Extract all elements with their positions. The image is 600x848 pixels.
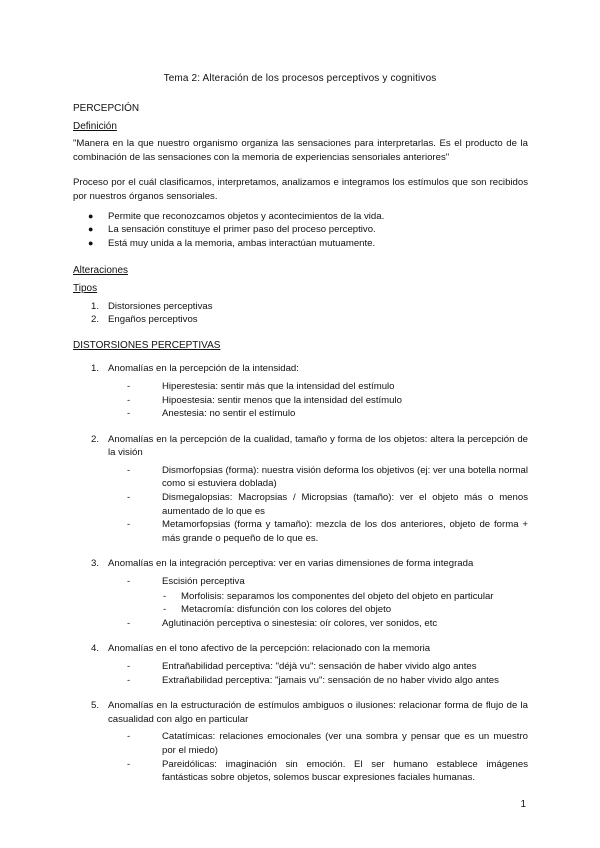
list-number: 2. xyxy=(91,433,100,445)
list-number: 2. xyxy=(91,314,100,326)
nested-dash-list xyxy=(73,590,528,617)
dash-list xyxy=(73,575,528,630)
list-text: Hipoestesia: sentir menos que la intensidad del estímulo xyxy=(162,394,402,406)
bullet-icon: ● xyxy=(88,237,94,248)
dash-icon: - xyxy=(127,661,131,672)
section-heading xyxy=(73,557,528,571)
section-heading xyxy=(73,699,528,726)
dash-icon: - xyxy=(127,731,131,743)
tipos-list xyxy=(73,300,528,327)
list-item xyxy=(73,407,528,421)
document-title: Tema 2: Alteración de los procesos perceptivos y cognitivos xyxy=(163,73,437,84)
list-text: Pareidólicas: imaginación sin emoción. El ser humano establece imágenes fantásticas sobre objetos, solemos buscar expresiones faciales humanas. xyxy=(162,758,528,784)
section-heading xyxy=(73,642,528,656)
list-text: Catatímicas: relaciones emocionales (ver una sombra y pensar que es un muestro por el miedo) xyxy=(162,731,528,756)
list-item xyxy=(73,590,528,604)
list-text: Distorsiones perceptivas xyxy=(108,300,213,312)
section-heading xyxy=(73,362,528,376)
percepcion-heading: PERCEPCIÓN xyxy=(73,103,140,114)
dash-icon: - xyxy=(127,758,131,770)
list-item xyxy=(73,223,528,237)
list-text: Engaños perceptivos xyxy=(108,314,198,326)
dash-icon: - xyxy=(127,576,131,588)
list-item xyxy=(73,394,528,408)
list-number: 4. xyxy=(91,643,100,655)
list-text: Dismorfopsias (forma): nuestra visión deforma los objetivos (ej: ver una botella normal como si estuviera doblada) xyxy=(162,464,528,490)
list-text: Extrañabilidad perceptiva: "jamais vu": sensación de no haber vivido algo antes xyxy=(162,674,499,686)
list-item xyxy=(73,603,528,617)
list-text: Dismegalopsias: Macropsias / Micropsias (tamaño): ver el objeto más o menos aumentado de lo que es xyxy=(162,492,528,517)
proceso-paragraph: Proceso por el cuál clasificamos, interpretamos, analizamos e integramos los estímulos que son recibidos por nuestros órganos sensoriales. xyxy=(73,177,528,202)
section-text: Anomalías en la estructuración de estímulos ambiguos o ilusiones: relacionar forma de flujo de la casualidad con algo en particular xyxy=(108,700,528,725)
dash-list xyxy=(73,464,528,546)
dash-icon: - xyxy=(127,394,131,406)
dash-icon: - xyxy=(127,617,131,629)
dash-icon: - xyxy=(163,604,167,616)
definicion-quote: "Manera en la que nuestro organismo organiza las sensaciones para interpretarlas. Es el producto de la combinación de las sensaciones con la memoria de experiencias sensoriales anteriores" xyxy=(73,138,528,163)
list-item xyxy=(73,313,528,327)
tipos-heading: Tipos xyxy=(73,282,98,294)
list-item xyxy=(73,380,528,394)
dash-icon: - xyxy=(127,674,131,686)
dash-icon: - xyxy=(127,380,131,392)
list-text: Metacromía: disfunción con los colores del objeto xyxy=(181,604,392,616)
bullet-text: La sensación constituye el primer paso del proceso perceptivo. xyxy=(108,224,376,236)
section-4 xyxy=(73,642,528,687)
document-body xyxy=(73,102,528,785)
list-text: Hiperestesia: sentir más que la intensidad del estímulo xyxy=(162,380,395,392)
list-item xyxy=(73,730,528,757)
bullet-text: Permite que reconozcamos objetos y acontecimientos de la vida. xyxy=(108,210,385,222)
list-item xyxy=(73,210,528,224)
alteraciones-heading: Alteraciones xyxy=(73,265,129,277)
section-heading xyxy=(73,433,528,460)
bullet-icon: ● xyxy=(88,224,94,235)
list-item xyxy=(73,300,528,314)
section-1 xyxy=(73,362,528,420)
list-item xyxy=(73,660,528,674)
list-item xyxy=(73,464,528,491)
list-number: 3. xyxy=(91,558,100,570)
percepcion-bullet-list xyxy=(73,210,528,251)
dash-icon: - xyxy=(127,408,131,420)
list-item xyxy=(73,617,528,631)
list-text: Anestesia: no sentir el estímulo xyxy=(162,408,296,420)
dash-list xyxy=(73,660,528,687)
list-text: Entrañabilidad perceptiva: "déjà vu": sensación de haber vivido algo antes xyxy=(162,661,477,672)
definicion-heading: Definición xyxy=(73,120,117,132)
list-text: Escisión perceptiva xyxy=(162,576,245,588)
list-item xyxy=(73,491,528,518)
section-2 xyxy=(73,433,528,546)
list-item xyxy=(73,674,528,688)
list-number: 1. xyxy=(91,363,100,375)
dash-list xyxy=(73,380,528,421)
page-number: 1 xyxy=(520,799,526,810)
section-3 xyxy=(73,557,528,630)
dash-icon: - xyxy=(163,590,167,602)
dash-list xyxy=(73,730,528,784)
list-item xyxy=(73,758,528,785)
list-text: Morfolisis: separamos los componentes del objeto del objeto en particular xyxy=(181,590,494,602)
dash-icon: - xyxy=(127,492,131,504)
section-text: Anomalías en el tono afectivo de la percepción: relacionado con la memoria xyxy=(108,643,431,655)
distorsiones-heading: DISTORSIONES PERCEPTIVAS xyxy=(73,339,221,351)
dash-icon: - xyxy=(127,464,131,476)
section-text: Anomalías en la integración perceptiva: ver en varias dimensiones de forma integrada xyxy=(108,558,474,570)
bullet-text: Está muy unida a la memoria, ambas interactúan mutuamente. xyxy=(108,237,376,249)
list-text: Metamorfopsias (forma y tamaño): mezcla de los dos anteriores, objeto de forma + más grande o pequeño de lo que es. xyxy=(162,519,528,544)
list-item xyxy=(73,575,528,617)
bullet-icon: ● xyxy=(88,210,94,221)
section-5 xyxy=(73,699,528,785)
list-number: 1. xyxy=(91,300,100,312)
list-item xyxy=(73,518,528,545)
dash-icon: - xyxy=(127,519,131,531)
section-text: Anomalías en la percepción de la cualidad, tamaño y forma de los objetos: altera la percepción de la visión xyxy=(108,433,528,459)
list-number: 5. xyxy=(91,700,100,712)
section-text: Anomalías en la percepción de la intensidad: xyxy=(108,363,299,375)
list-text: Aglutinación perceptiva o sinestesia: oír colores, ver sonidos, etc xyxy=(162,617,438,629)
list-item xyxy=(73,237,528,251)
